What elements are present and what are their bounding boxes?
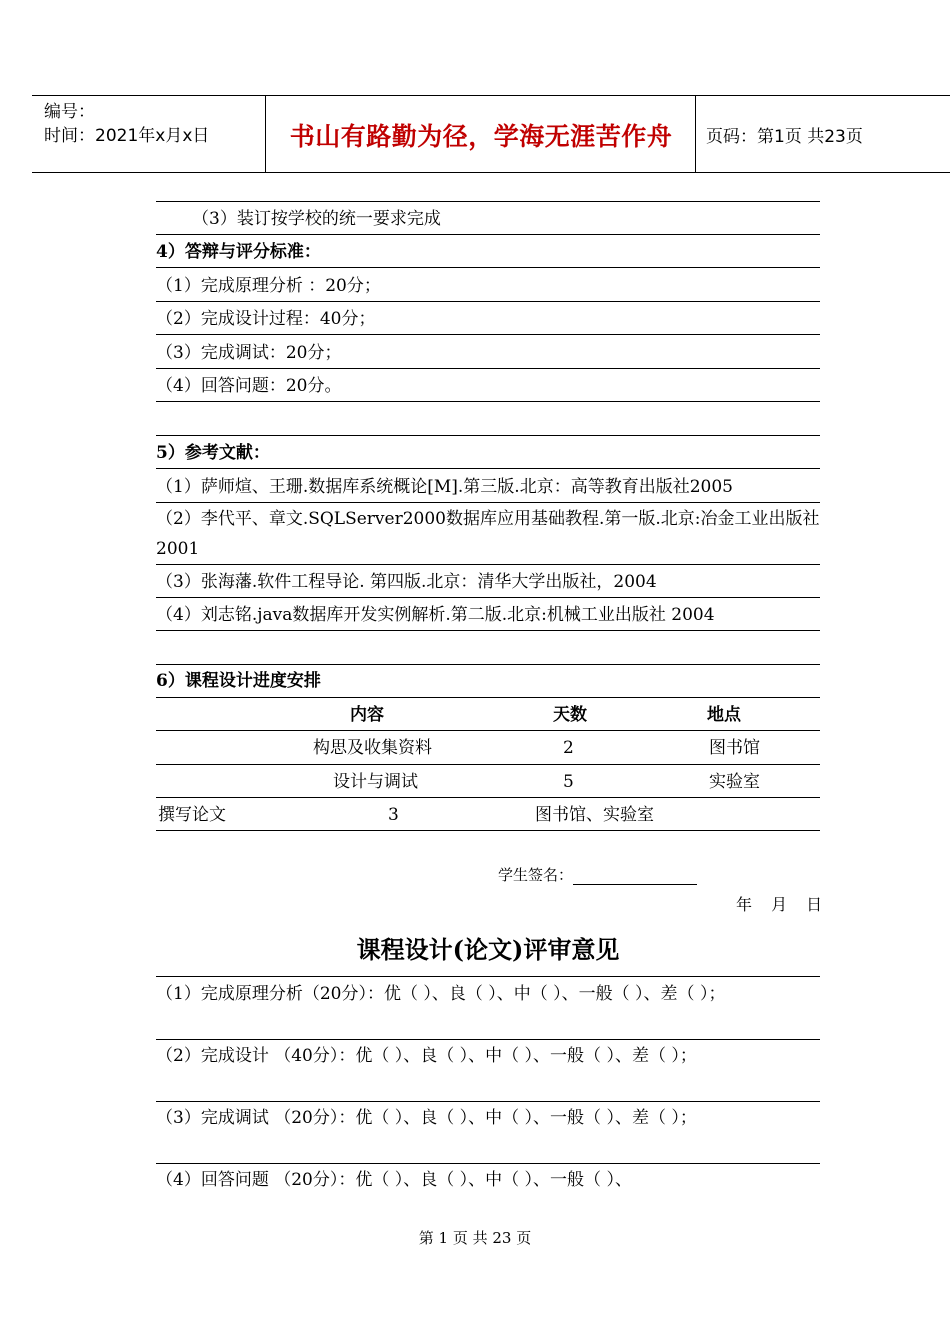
rule [156, 401, 820, 402]
binding-requirement: （3）装订按学校的统一要求完成 [192, 209, 441, 229]
rule [156, 1101, 820, 1102]
reference-item: （3）张海藩.软件工程导论. 第四版.北京：清华大学出版社，2004 [156, 572, 657, 592]
rule [156, 664, 820, 665]
reference-item: （4）刘志铭.java数据库开发实例解析.第二版.北京:机械工业出版社 2004 [156, 605, 715, 625]
review-item: （2）完成设计 （40分）：优（ ）、良（ ）、中（ ）、一般（ ）、差（ ）； [156, 1046, 697, 1066]
page-footer: 第 1 页 共 23 页 [418, 1229, 532, 1247]
rule [156, 797, 820, 798]
rule [156, 697, 820, 698]
reference-item: （2）李代平、章文.SQLServer2000数据库应用基础教程.第一版.北京:冶金工业出版社 2001 [156, 509, 820, 559]
rule [156, 234, 820, 235]
schedule-cell-place: 实验室 [709, 772, 760, 792]
schedule-cell-days: 2 [563, 738, 574, 758]
review-item: （3）完成调试 （20分）：优（ ）、良（ ）、中（ ）、一般（ ）、差（ ）； [156, 1108, 697, 1128]
header-time-label: 时间：2021年x月x日 [44, 126, 210, 146]
header-number-label: 编号： [44, 102, 95, 122]
schedule-cell-place: 图书馆、实验室 [535, 805, 654, 825]
rule [156, 976, 820, 977]
rule [156, 1163, 820, 1164]
schedule-cell-days: 5 [563, 772, 574, 792]
schedule-col-place: 地点 [707, 705, 741, 725]
rule [156, 764, 820, 765]
review-item: （4）回答问题 （20分）：优（ ）、良（ ）、中（ ）、一般（ ）、 [156, 1170, 632, 1190]
schedule-col-days: 天数 [553, 705, 587, 725]
rule [156, 597, 820, 598]
header-motto: 书山有路勤为径，学海无涯苦作舟 [289, 122, 673, 151]
schedule-col-content: 内容 [350, 705, 384, 725]
rule [156, 201, 820, 202]
rule [156, 267, 820, 268]
header-page-info: 页码：第1页 共23页 [706, 127, 863, 147]
header-bottom-rule [32, 172, 950, 173]
rule [156, 301, 820, 302]
schedule-heading: 6）课程设计进度安排 [156, 671, 321, 691]
grading-item: （1）完成原理分析 ：20分； [156, 276, 381, 296]
schedule-cell-content: 设计与调试 [333, 772, 418, 792]
rule [156, 468, 820, 469]
review-item: （1）完成原理分析（20分）：优（ ）、良（ ）、中（ ）、一般（ ）、差（ ）； [156, 984, 726, 1004]
schedule-cell-place: 图书馆 [709, 738, 760, 758]
references-heading: 5）参考文献： [156, 443, 270, 463]
rule [156, 435, 820, 436]
rule [156, 368, 820, 369]
grading-item: （4）回答问题：20分。 [156, 376, 342, 396]
grading-heading: 4）答辩与评分标准： [156, 242, 321, 262]
signature-date: 年 月 日 [736, 895, 823, 914]
signature-label: 学生签名： [498, 866, 574, 884]
grading-item: （2）完成设计过程：40分； [156, 309, 376, 329]
student-signature [498, 864, 697, 885]
rule [156, 334, 820, 335]
header-meta [44, 100, 209, 148]
rule [156, 1039, 820, 1040]
rule [156, 830, 820, 831]
signature-line[interactable] [573, 868, 697, 885]
header-top-rule [32, 95, 950, 96]
review-title: 课程设计(论文)评审意见 [356, 935, 620, 964]
rule [156, 502, 820, 503]
schedule-cell-days: 3 [388, 805, 399, 825]
rule [156, 730, 820, 731]
rule [156, 630, 820, 631]
schedule-cell-content: 撰写论文 [158, 805, 226, 825]
reference-item: （1）萨师煊、王珊.数据库系统概论[M].第三版.北京：高等教育出版社2005 [156, 477, 733, 497]
grading-item: （3）完成调试：20分； [156, 343, 342, 363]
rule [156, 564, 820, 565]
schedule-cell-content: 构思及收集资料 [313, 738, 432, 758]
